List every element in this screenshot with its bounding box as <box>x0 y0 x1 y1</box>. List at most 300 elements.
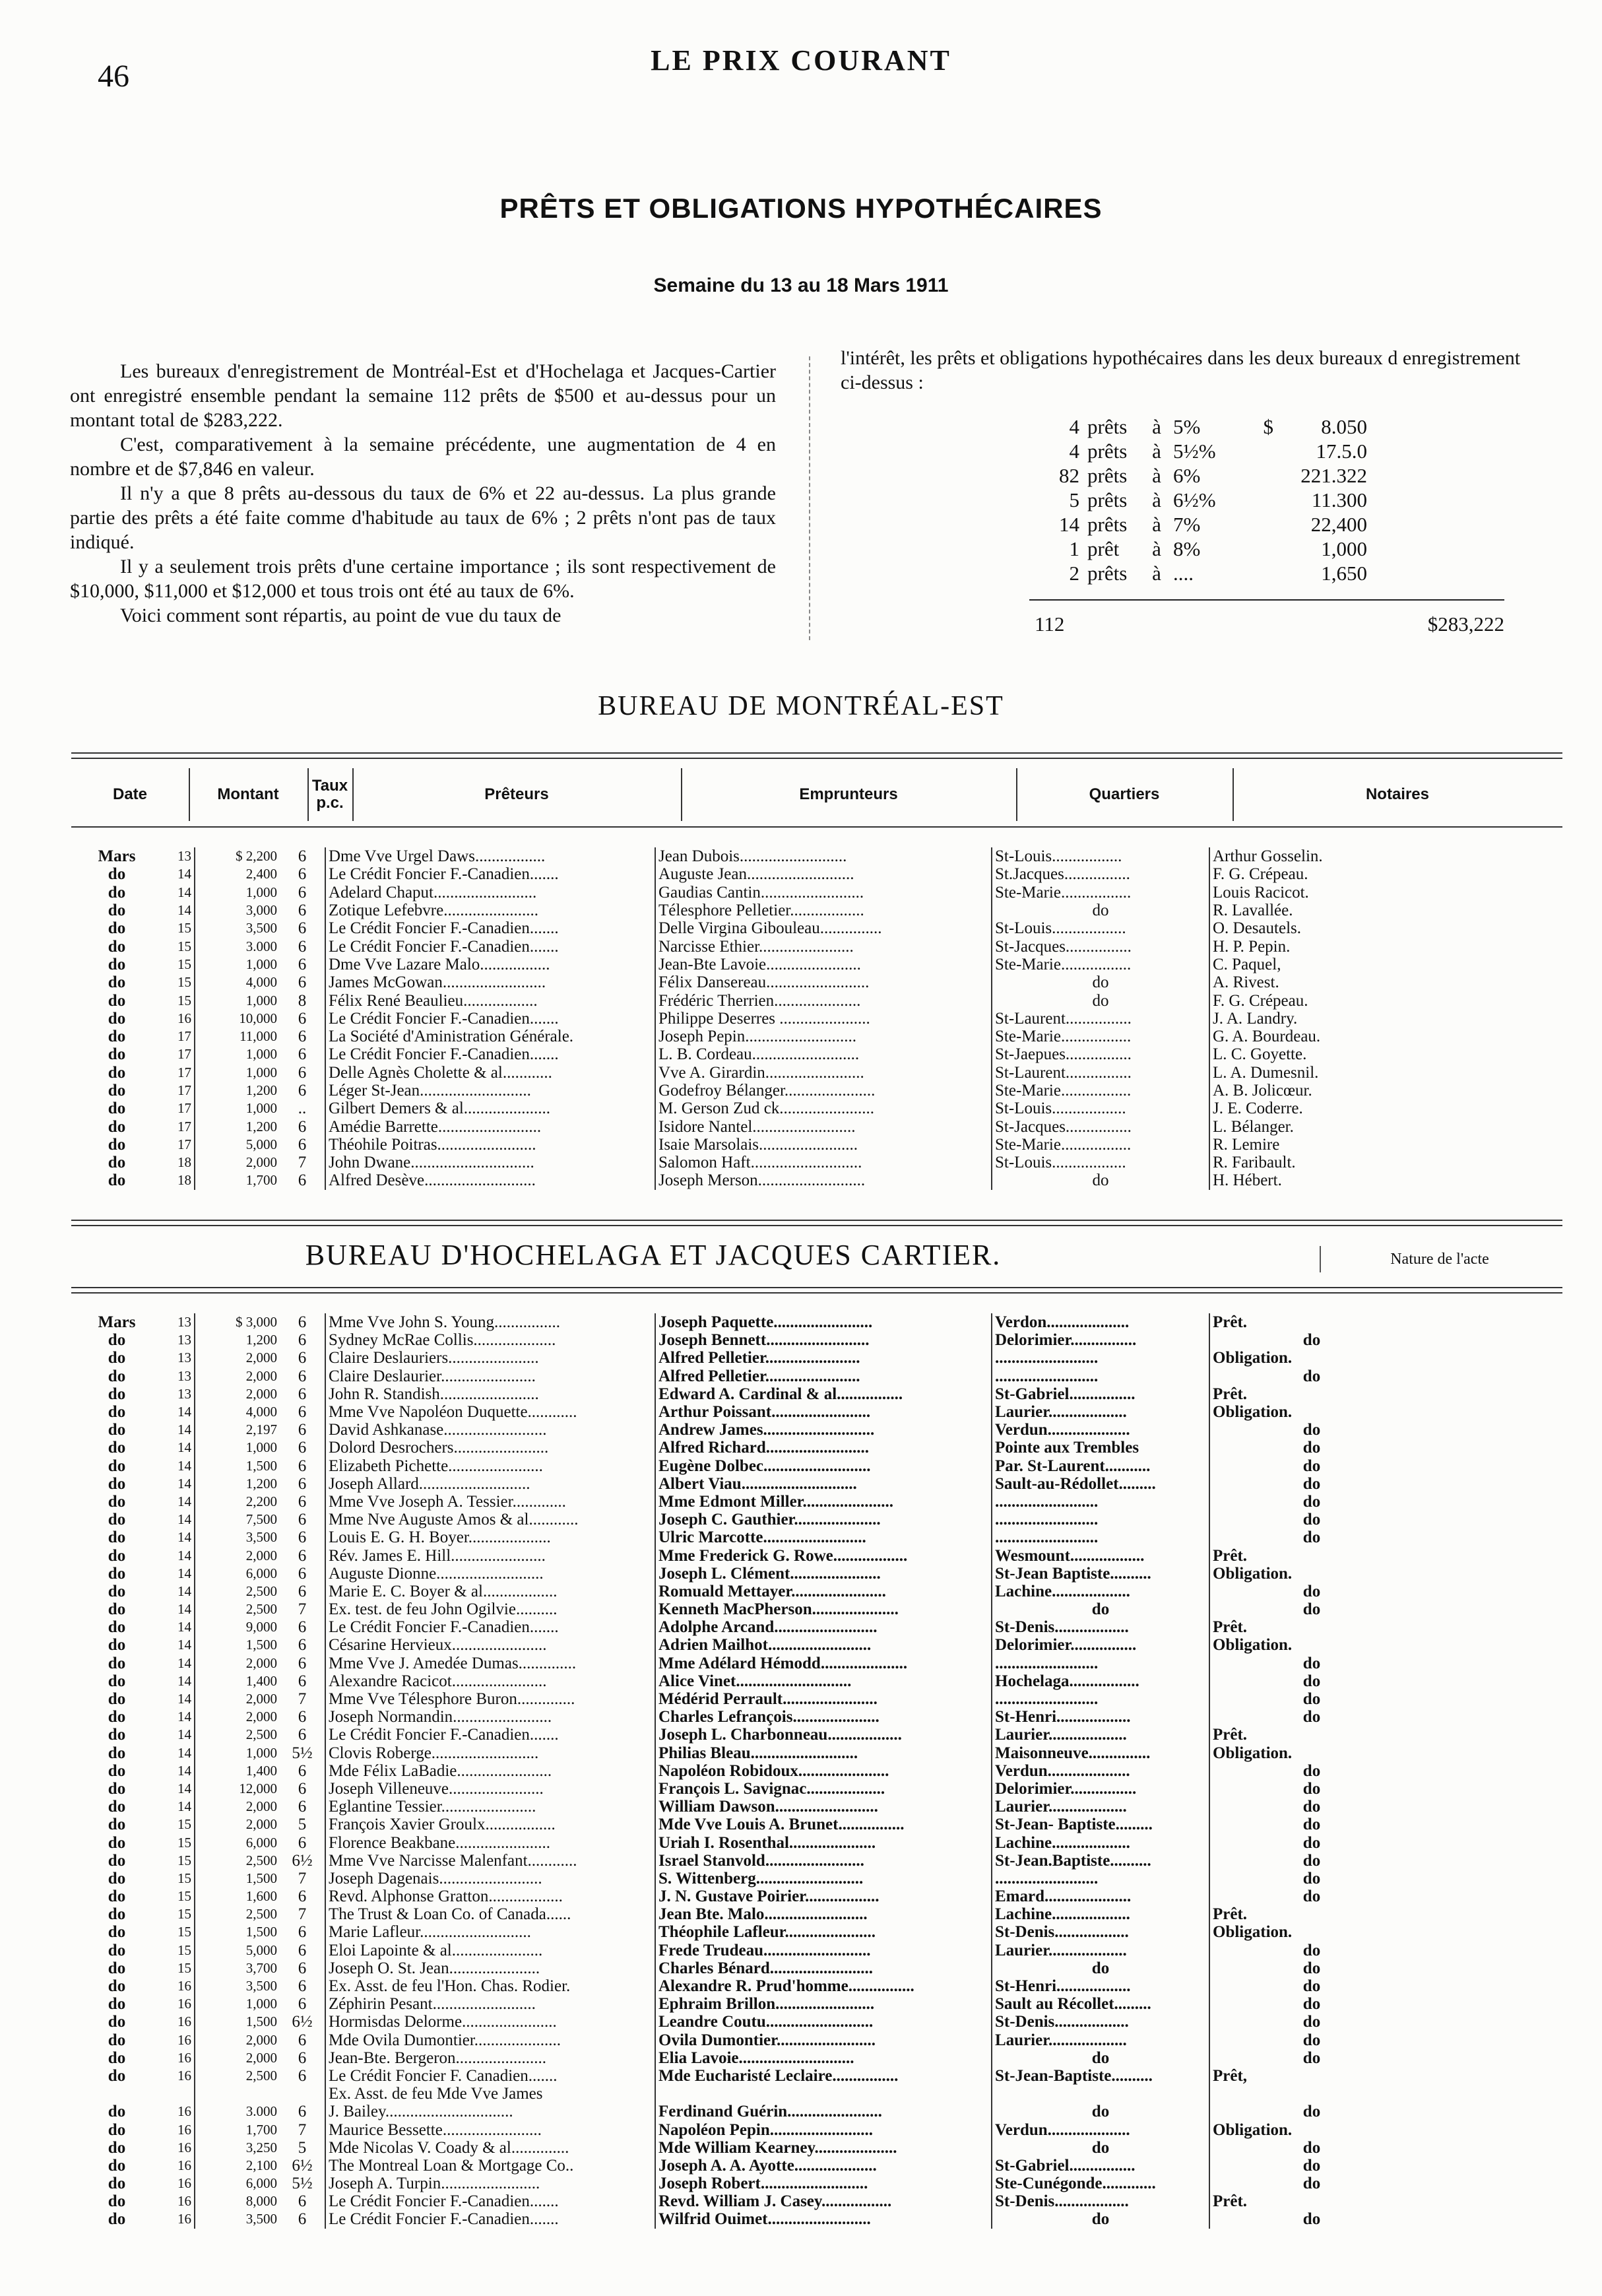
summary-total-count: 112 <box>1035 612 1065 636</box>
cell-month: do <box>108 1726 126 1744</box>
cell-amount: 2,000 <box>245 1691 277 1707</box>
cell-borrower: Frede Trudeau.......................... <box>655 1942 992 1959</box>
cell-month: do <box>108 1995 126 2014</box>
summary-row <box>1029 512 1371 537</box>
cell-month: do <box>108 1367 126 1385</box>
cell-district: St-Jean- Baptiste......... <box>992 1816 1209 1833</box>
cell-lender: Revd. Alphonse Gratton.................. <box>325 1887 655 1905</box>
cell-nature: do <box>1302 1708 1321 1726</box>
cell-borrower: Ephraim Brillon........................ <box>655 1995 992 2013</box>
cell-rate: 6 <box>280 2067 325 2085</box>
cell-month: do <box>108 2192 126 2211</box>
cell-borrower: J. N. Gustave Poirier.................. <box>655 1887 992 1905</box>
cell-nature: do <box>1302 1654 1321 1672</box>
cell-lender: Alfred Desève........................... <box>325 1171 655 1189</box>
summary-word: prêts <box>1087 415 1128 438</box>
table-row <box>71 1064 1413 1082</box>
header-emprunteurs: Emprunteurs <box>681 768 1017 821</box>
cell-nature: do <box>1302 2031 1321 2049</box>
intro-paragraph: Il n'y a que 8 prêts au-dessous du taux de 6% et 22 au-dessus. La plus grande partie des prêts a été faite comme d'habitude au taux de 6% ; 2 prêts n'ont pas de taux indiqué. <box>70 482 776 553</box>
cell-day: 13 <box>162 1367 195 1385</box>
cell-borrower: L. B. Cordeau.......................... <box>655 1045 992 1063</box>
cell-borrower: Jean Bte. Malo......................... <box>655 1905 992 1923</box>
cell-month: do <box>108 1135 126 1154</box>
cell-month: do <box>108 883 126 902</box>
table-row <box>71 1887 1413 1905</box>
cell-day: 17 <box>162 1117 195 1135</box>
column-divider <box>809 356 810 640</box>
cell-district: ......................... <box>992 1367 1209 1385</box>
cell-nature: do <box>1302 1690 1321 1709</box>
cell-rate: 6 <box>280 1403 325 1421</box>
summary-row <box>1029 537 1371 561</box>
cell-amount: 2,200 <box>245 1493 277 1509</box>
cell-amount <box>195 2085 280 2103</box>
cell-borrower: Isaie Marsolais........................ <box>655 1136 992 1154</box>
cell-lender: Le Crédit Foncier F.-Canadien....... <box>325 2210 655 2228</box>
summary-amount: 22,400 <box>1310 513 1367 536</box>
cell-nature: do <box>1302 1511 1321 1529</box>
cell-nature: do <box>1302 2013 1321 2031</box>
cell-amount: 3,500 <box>245 1978 277 1994</box>
cell-month: do <box>108 1636 126 1655</box>
cell-borrower: Adolphe Arcand......................... <box>655 1618 992 1636</box>
cell-amount: 1,400 <box>245 1762 277 1779</box>
cell-district: Ste-Cunégonde............. <box>992 2175 1209 2192</box>
cell-lender: Gilbert Demers & al..................... <box>325 1099 655 1117</box>
cell-borrower: Ovila Dumontier........................ <box>655 2031 992 2049</box>
cell-rate: 5 <box>280 2139 325 2157</box>
cell-district: St-Jacques................ <box>992 1117 1209 1135</box>
bureau-montreal-est-title: BUREAU DE MONTRÉAL-EST <box>598 691 1004 721</box>
cell-borrower: Médérid Perrault....................... <box>655 1690 992 1708</box>
cell-amount: 1,000 <box>245 1996 277 2012</box>
cell-lender: François Xavier Groulx................. <box>325 1816 655 1833</box>
cell-rate: 5 <box>280 1816 325 1833</box>
montreal-est-loans-table <box>71 847 1413 1190</box>
cell-lender: Le Crédit Foncier F.-Canadien....... <box>325 1010 655 1028</box>
intro-paragraph: C'est, comparativement à la semaine précédente, une augmentation de 4 en nombre et de $7,846 en valeur. <box>70 434 776 480</box>
cell-amount: 7,500 <box>245 1511 277 1528</box>
cell-rate <box>280 2085 325 2103</box>
cell-nature: Obligation. <box>1213 1636 1293 1655</box>
cell-rate: 6 <box>280 847 325 865</box>
table-row <box>71 1511 1413 1528</box>
table-row <box>71 2157 1413 2175</box>
cell-day: 16 <box>162 2210 195 2228</box>
cell-borrower: Uriah I. Rosenthal..................... <box>655 1833 992 1851</box>
cell-lender: Eloi Lapointe & al...................... <box>325 1942 655 1959</box>
cell-month: Mars <box>98 847 136 866</box>
cell-month: do <box>108 937 126 956</box>
cell-lender: Joseph Dagenais......................... <box>325 1870 655 1887</box>
cell-day: 14 <box>162 1600 195 1618</box>
cell-district: do <box>992 902 1209 919</box>
summary-amount: 221.322 <box>1300 464 1367 487</box>
cell-amount: 1,200 <box>245 1082 277 1098</box>
cell-district: do <box>992 1600 1209 1618</box>
summary-count: 5 <box>1069 488 1079 511</box>
cell-lender: Ex. Asst. de feu l'Hon. Chas. Rodier. <box>325 1977 655 1995</box>
summary-count: 4 <box>1069 415 1079 438</box>
cell-district: Ste-Marie................. <box>992 884 1209 902</box>
cell-nature: Prêt. <box>1213 1618 1248 1637</box>
rate-summary-table <box>1029 414 1371 585</box>
summary-rate: 6% <box>1173 464 1201 487</box>
cell-district: Emard..................... <box>992 1887 1209 1905</box>
cell-rate: 6 <box>280 1959 325 1977</box>
cell-borrower: Philias Bleau.......................... <box>655 1744 992 1762</box>
cell-month: do <box>108 1744 126 1762</box>
cell-notary: H. Hébert. <box>1213 1171 1282 1190</box>
cell-month: do <box>108 1869 126 1887</box>
cell-notary: F. G. Crépeau. <box>1213 865 1308 884</box>
cell-month: do <box>108 1474 126 1493</box>
cell-district: St-Louis.................. <box>992 1154 1209 1171</box>
cell-amount: 2,500 <box>245 1726 277 1743</box>
cell-borrower: Charles Bénard......................... <box>655 1959 992 1977</box>
summary-amount: 1,000 <box>1321 537 1367 560</box>
cell-month: do <box>108 2103 126 2121</box>
cell-rate: 6 <box>280 1385 325 1403</box>
cell-day: 15 <box>162 956 195 973</box>
cell-lender: Elizabeth Pichette....................... <box>325 1457 655 1475</box>
cell-notary: H. P. Pepin. <box>1213 937 1291 956</box>
cell-district: do <box>992 1171 1209 1189</box>
cell-month: do <box>108 973 126 992</box>
cell-lender: Louis E. G. H. Boyer.................... <box>325 1528 655 1546</box>
cell-district: ......................... <box>992 1349 1209 1367</box>
cell-lender: Le Crédit Foncier F.-Canadien....... <box>325 1045 655 1063</box>
cell-notary: O. Desautels. <box>1213 919 1301 938</box>
cell-nature: do <box>1302 1474 1321 1493</box>
table-row <box>71 1708 1413 1726</box>
cell-rate: 6 <box>280 1618 325 1636</box>
table-row <box>71 1905 1413 1923</box>
cell-borrower: Kenneth MacPherson..................... <box>655 1600 992 1618</box>
cell-borrower: Alexandre R. Prud'homme................ <box>655 1977 992 1995</box>
cell-amount: 6,000 <box>245 1834 277 1851</box>
summary-dollar <box>1250 488 1277 512</box>
summary-a: à <box>1152 488 1161 511</box>
cell-district: St-Gabriel................ <box>992 1385 1209 1403</box>
cell-nature: do <box>1302 1887 1321 1906</box>
intro-right-column <box>841 346 1540 395</box>
cell-amount: 2,000 <box>245 1154 277 1171</box>
cell-amount: 1,700 <box>245 2121 277 2138</box>
cell-month: do <box>108 1941 126 1959</box>
cell-nature: Prêt, <box>1213 2066 1248 2085</box>
cell-lender: Le Crédit Foncier F.-Canadien....... <box>325 937 655 955</box>
cell-lender: Sydney McRae Collis.................... <box>325 1331 655 1349</box>
cell-day: 13 <box>162 1385 195 1403</box>
cell-month: do <box>108 1564 126 1583</box>
cell-rate: 6 <box>280 1780 325 1798</box>
cell-rate: 7 <box>280 1690 325 1708</box>
cell-amount: 1,700 <box>245 1172 277 1189</box>
summary-row <box>1029 439 1371 463</box>
cell-amount: 1,500 <box>245 1637 277 1653</box>
cell-district: Ste-Marie................. <box>992 1082 1209 1099</box>
summary-word: prêts <box>1087 488 1128 511</box>
cell-borrower: Mme Frederick G. Rowe.................. <box>655 1546 992 1564</box>
cell-day: 14 <box>162 884 195 902</box>
cell-district: St-Jaepues................ <box>992 1045 1209 1063</box>
cell-borrower: Joseph Merson.......................... <box>655 1171 992 1189</box>
cell-day: 16 <box>162 2120 195 2138</box>
cell-day: 15 <box>162 991 195 1009</box>
cell-amount: 1,000 <box>245 956 277 972</box>
cell-rate: 6 <box>280 1565 325 1583</box>
cell-day: 14 <box>162 1726 195 1744</box>
cell-rate: 5½ <box>280 2175 325 2192</box>
cell-rate: 6 <box>280 1010 325 1028</box>
cell-amount: 3,500 <box>245 1529 277 1546</box>
cell-month: do <box>108 1403 126 1422</box>
cell-amount: 3.000 <box>245 2103 277 2120</box>
cell-borrower: Vve A. Girardin........................ <box>655 1064 992 1082</box>
cell-lender: Le Crédit Foncier F.-Canadien....... <box>325 1618 655 1636</box>
cell-lender: Mde Nicolas V. Coady & al.............. <box>325 2139 655 2157</box>
cell-district: Pointe aux Trembles <box>992 1439 1209 1457</box>
cell-nature: do <box>1302 1672 1321 1690</box>
cell-day: 15 <box>162 1942 195 1959</box>
table-row <box>71 1672 1413 1690</box>
page-number: 46 <box>98 59 129 94</box>
table-row <box>71 2013 1413 2031</box>
cell-borrower: Jean Dubois.......................... <box>655 847 992 865</box>
cell-day: 15 <box>162 973 195 991</box>
table-row <box>71 1171 1413 1189</box>
summary-count: 2 <box>1069 562 1079 585</box>
cell-district: Hochelaga................. <box>992 1672 1209 1690</box>
cell-lender: David Ashkanase......................... <box>325 1421 655 1439</box>
cell-day: 14 <box>162 1565 195 1583</box>
cell-lender: Eglantine Tessier....................... <box>325 1798 655 1816</box>
cell-borrower: Joseph L. Clément...................... <box>655 1565 992 1583</box>
cell-borrower: Gaudias Cantin......................... <box>655 884 992 902</box>
summary-row <box>1029 414 1371 439</box>
cell-amount: 6,000 <box>245 1565 277 1581</box>
cell-month: do <box>108 1099 126 1118</box>
table-row <box>71 1655 1413 1672</box>
cell-month: do <box>108 955 126 973</box>
cell-district: Delorimier................ <box>992 1331 1209 1349</box>
cell-day: 14 <box>162 1583 195 1600</box>
header-date: Date <box>71 768 190 821</box>
cell-rate: 6 <box>280 919 325 937</box>
cell-borrower: Ferdinand Guérin....................... <box>655 2103 992 2120</box>
cell-district: St-Gabriel................ <box>992 2157 1209 2175</box>
cell-rate: 6 <box>280 1349 325 1367</box>
cell-amount: 1,000 <box>245 1744 277 1761</box>
cell-amount: 2,000 <box>245 1798 277 1815</box>
cell-nature: Prêt. <box>1213 1726 1248 1744</box>
cell-borrower: Mme Edmont Miller...................... <box>655 1493 992 1511</box>
cell-borrower: Arthur Poissant........................ <box>655 1403 992 1421</box>
table-row <box>71 956 1413 973</box>
cell-amount: 3,500 <box>245 2211 277 2227</box>
cell-district: Verdun.................... <box>992 2120 1209 2138</box>
cell-amount: 2,000 <box>245 1367 277 1384</box>
cell-rate: 6 <box>280 2031 325 2049</box>
table-row <box>71 1995 1413 2013</box>
cell-borrower: Joseph Robert.......................... <box>655 2175 992 2192</box>
cell-rate: 6 <box>280 1475 325 1493</box>
cell-rate: 6 <box>280 1457 325 1475</box>
cell-rate: 6 <box>280 1171 325 1189</box>
cell-month: do <box>108 1708 126 1726</box>
cell-rate: 6 <box>280 1082 325 1099</box>
cell-district: do <box>992 2103 1209 2120</box>
cell-month <box>71 2085 162 2103</box>
table-row <box>71 1082 1413 1099</box>
summary-amount: 1,650 <box>1321 562 1367 585</box>
cell-amount: 3,250 <box>245 2139 277 2155</box>
cell-borrower: Félix Dansereau......................... <box>655 973 992 991</box>
cell-notary: F. G. Crépeau. <box>1213 991 1308 1010</box>
cell-rate: 6 <box>280 1064 325 1082</box>
cell-nature: Prêt. <box>1213 1905 1248 1924</box>
cell-borrower: Revd. William J. Casey................. <box>655 2192 992 2210</box>
cell-amount: 1,400 <box>245 1672 277 1689</box>
cell-lender: Mme Vve Télesphore Buron.............. <box>325 1690 655 1708</box>
cell-borrower: Jean-Bte Lavoie....................... <box>655 956 992 973</box>
cell-rate: 6 <box>280 1977 325 1995</box>
summary-dollar <box>1250 537 1277 561</box>
cell-district: St-Denis.................. <box>992 2192 1209 2210</box>
summary-dollar <box>1250 512 1277 537</box>
cell-amount: 2,000 <box>245 1385 277 1402</box>
cell-borrower: Leandre Coutu.......................... <box>655 2013 992 2031</box>
cell-day: 14 <box>162 1636 195 1654</box>
cell-day: 13 <box>162 1331 195 1349</box>
cell-district: Laurier................... <box>992 1726 1209 1744</box>
cell-month: do <box>108 1349 126 1367</box>
cell-nature: Obligation. <box>1213 1403 1293 1422</box>
cell-day: 14 <box>162 1511 195 1528</box>
header-bottom-rule <box>71 826 1562 828</box>
table-row <box>71 2139 1413 2157</box>
cell-rate: 7 <box>280 2120 325 2138</box>
summary-dollar <box>1250 561 1277 585</box>
cell-notary: A. B. Jolicœur. <box>1213 1082 1312 1099</box>
cell-month: do <box>108 2013 126 2031</box>
summary-a: à <box>1152 562 1161 585</box>
cell-day: 14 <box>162 1672 195 1690</box>
cell-district: St-Louis.................. <box>992 1099 1209 1117</box>
cell-nature: do <box>1302 2210 1321 2229</box>
cell-lender: Dme Vve Urgel Daws................. <box>325 847 655 865</box>
cell-day: 14 <box>162 1780 195 1798</box>
cell-day: 14 <box>162 1546 195 1564</box>
cell-district: Delorimier................ <box>992 1636 1209 1654</box>
cell-borrower: William Dawson......................... <box>655 1798 992 1816</box>
cell-nature: Obligation. <box>1213 2120 1293 2139</box>
cell-day: 16 <box>162 2031 195 2049</box>
cell-rate: 6 <box>280 1331 325 1349</box>
cell-district <box>992 2085 1209 2103</box>
cell-month: do <box>108 1511 126 1529</box>
cell-amount: 1,000 <box>245 1439 277 1456</box>
table-top-rule <box>71 752 1562 759</box>
table-row <box>71 2103 1413 2120</box>
cell-amount: 2,197 <box>245 1422 277 1438</box>
cell-amount: 1,200 <box>245 1118 277 1134</box>
cell-borrower: François L. Savignac................... <box>655 1780 992 1798</box>
cell-rate: 6 <box>280 1511 325 1528</box>
cell-nature: do <box>1302 1833 1321 1852</box>
cell-day: 14 <box>162 1744 195 1762</box>
summary-rate: 6½% <box>1173 488 1216 511</box>
cell-rate: 6 <box>280 1045 325 1063</box>
cell-nature: do <box>1302 2103 1321 2121</box>
cell-lender: Ex. test. de feu John Ogilvie.......... <box>325 1600 655 1618</box>
cell-lender: J. Bailey............................... <box>325 2103 655 2120</box>
bureau-hochelaga-title: BUREAU D'HOCHELAGA ET JACQUES CARTIER. <box>305 1239 1002 1271</box>
cell-borrower <box>655 2085 992 2103</box>
cell-nature: do <box>1302 1851 1321 1870</box>
cell-district: Lachine................... <box>992 1833 1209 1851</box>
cell-borrower: Israel Stanvold........................ <box>655 1852 992 1870</box>
table-row <box>71 2049 1413 2067</box>
cell-rate: 6½ <box>280 1852 325 1870</box>
cell-lender: Mme Vve Narcisse Malenfant............ <box>325 1852 655 1870</box>
summary-total-amount: $283,222 <box>1427 612 1504 636</box>
cell-rate: 6 <box>280 1313 325 1331</box>
cell-day: 14 <box>162 1457 195 1475</box>
cell-notary: L. C. Goyette. <box>1213 1045 1307 1064</box>
cell-district: St-Louis.................. <box>992 919 1209 937</box>
cell-district: Lachine................... <box>992 1905 1209 1923</box>
cell-district: Wesmount.................. <box>992 1546 1209 1564</box>
cell-nature: do <box>1302 1869 1321 1887</box>
cell-notary: R. Faribault. <box>1213 1154 1296 1172</box>
cell-lender: Clovis Roberge.......................... <box>325 1744 655 1762</box>
cell-day: 16 <box>162 2103 195 2120</box>
cell-nature: do <box>1302 1421 1321 1439</box>
cell-amount: 2,100 <box>245 2157 277 2173</box>
cell-nature: do <box>1302 2175 1321 2193</box>
table-row <box>71 1010 1413 1028</box>
cell-amount: 3.000 <box>245 938 277 954</box>
cell-amount: 4,000 <box>245 974 277 991</box>
summary-dollar <box>1250 463 1277 488</box>
cell-month: do <box>108 1421 126 1439</box>
cell-rate: 6 <box>280 1672 325 1690</box>
summary-dollar <box>1250 439 1277 463</box>
cell-rate: 7 <box>280 1870 325 1887</box>
table-row <box>71 1816 1413 1833</box>
cell-district: St-Denis.................. <box>992 2013 1209 2031</box>
summary-word: prêt <box>1087 537 1120 560</box>
cell-rate: 6 <box>280 1028 325 1045</box>
cell-district: St-Laurent................ <box>992 1064 1209 1082</box>
cell-day: 17 <box>162 1136 195 1154</box>
cell-rate: 6 <box>280 1439 325 1457</box>
summary-count: 14 <box>1059 513 1079 536</box>
cell-day: 16 <box>162 1995 195 2013</box>
cell-lender: Claire Deslaurier....................... <box>325 1367 655 1385</box>
cell-day: 15 <box>162 1852 195 1870</box>
cell-day: 16 <box>162 1977 195 1995</box>
table-row <box>71 847 1413 865</box>
cell-month: do <box>108 1082 126 1099</box>
cell-nature: do <box>1302 2049 1321 2067</box>
cell-lender: La Société d'Aministration Générale. <box>325 1028 655 1045</box>
cell-month: do <box>108 1690 126 1709</box>
cell-lender: Théohile Poitras........................ <box>325 1136 655 1154</box>
